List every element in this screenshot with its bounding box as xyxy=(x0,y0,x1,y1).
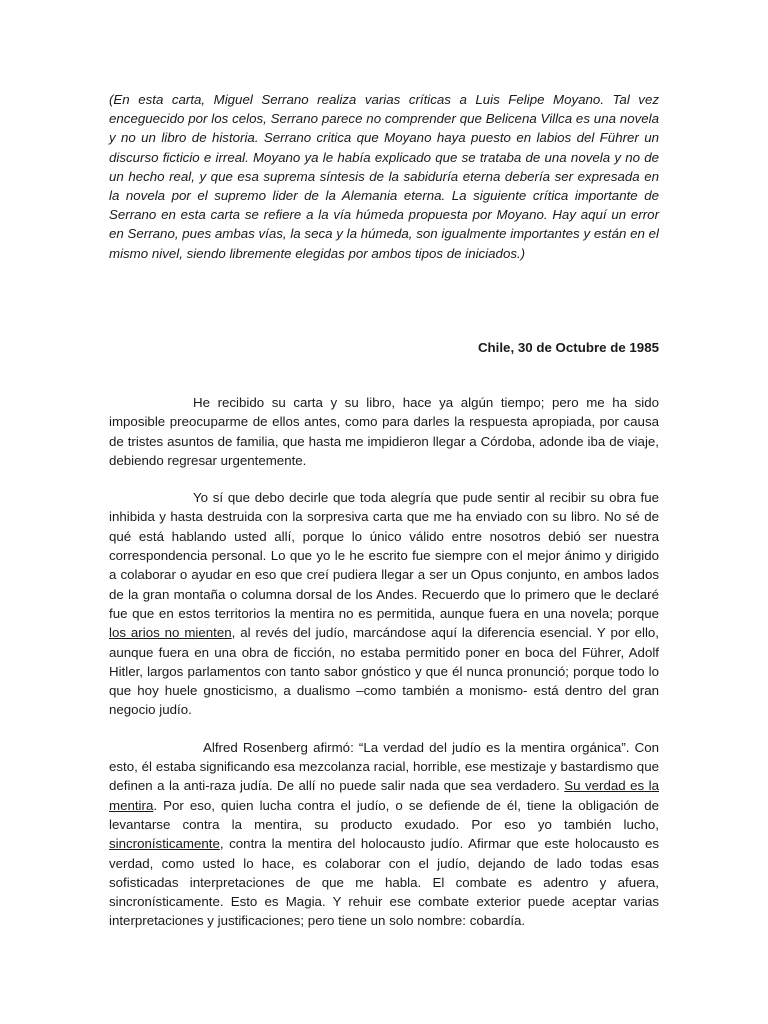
letter-paragraph-3 xyxy=(109,738,659,931)
letter-paragraph-1: He recibido su carta y su libro, hace ya algún tiempo; pero me ha sido imposible preocuparme de ellos antes, como para darles la respuesta apropiada, por causa de tristes asuntos de familia, que hasta me impidieron llegar a Córdoba, adonde iba de viaje, debiendo regresar urgentemente. xyxy=(109,395,659,468)
underlined-phrase-arios: los arios no mienten xyxy=(109,625,232,641)
letter-paragraph-2 xyxy=(109,488,659,720)
paragraph-3-text-a: Alfred Rosenberg afirmó: “La verdad del judío es la mentira orgánica”. Con esto, él estaba significando esa mezcolanza racial, horrible, ese mestizaje y bastardismo que definen a la anti-raza judía. De allí no puede salir nada que sea verdadero. xyxy=(109,739,659,794)
letter-dateline: Chile, 30 de Octubre de 1985 xyxy=(477,340,659,355)
paragraph-2-text-a: Yo sí que debo decirle que toda alegría que pude sentir al recibir su obra fue inhibida y hasta destruida con la sorpresiva carta que me ha enviado con su libro. No sé de qué está hablando usted allí, porque lo único válido entre nosotros debió ser nuestra correspondencia personal. Lo que yo le he escrito fue siempre con el mejor ánimo y dirigido a colaborar o ayudar en eso que creí pudiera llegar a ser un Opus conjunto, en ambos lados de la gran montaña o columna dorsal de los Andes. Recuerdo que lo primero que le declaré fue que en estos territorios la mentira no es permitida, aunque fuera en una novela; porque xyxy=(109,490,659,621)
underlined-phrase-verdad: Su verdad es la mentira xyxy=(109,778,659,813)
document-page xyxy=(109,90,659,929)
paragraph-3-text-b: . Por eso, quien lucha contra el judío, o se defiende de él, tiene la obligación de levantarse contra la mentira, su producto exudado. Por eso yo también lucho, xyxy=(109,797,659,832)
editorial-intro: (En esta carta, Miguel Serrano realiza varias críticas a Luis Felipe Moyano. Tal vez enceguecido por los celos, Serrano parece no comprender que Belicena Villca es una novela y no un libro de historia. Serrano critica que Moyano haya puesto en labios del Führer un discurso ficticio e irreal. Moyano ya le había explicado que se trataba de una novela y no de un hecho real, y que esa suprema síntesis de la sabiduría eterna debería ser expresada en la novela por el supremo lider de la Alemania eterna. La siguiente crítica importante de Serrano en esta carta se refiere a la vía húmeda propuesta por Moyano. Hay aquí un error en Serrano, pues ambas vías, la seca y la húmeda, son igualmente importantes y están en el mismo nivel, siendo libremente elegidas por ambos tipos de iniciados.) xyxy=(109,92,659,261)
underlined-phrase-sincronisticamente: sincronísticamente xyxy=(109,836,220,852)
paragraph-2-text-b: , al revés del judío, marcándose aquí la diferencia esencial. Y por ello, aunque fuera en una obra de ficción, no estaba permitido poner en boca del Führer, Adolf Hitler, largos parlamentos con tanto sabor gnóstico y que él nunca pronunció; porque todo lo que hoy huele gnosticismo, a dualismo –como también a monismo- está dentro del gran negocio judío. xyxy=(109,625,659,718)
paragraph-3-text-c: , contra la mentira del holocausto judío. Afirmar que este holocausto es verdad, como usted lo hace, es colaborar con el judío, dejando de lado todas esas sofisticadas interpretaciones de que me habla. El combate es adentro y afuera, sincronísticamente. Esto es Magia. Y rehuir ese combate exterior puede aceptar varias interpretaciones y justificaciones; pero tiene un solo nombre: cobardía. xyxy=(109,836,659,929)
letter-body xyxy=(109,393,659,949)
